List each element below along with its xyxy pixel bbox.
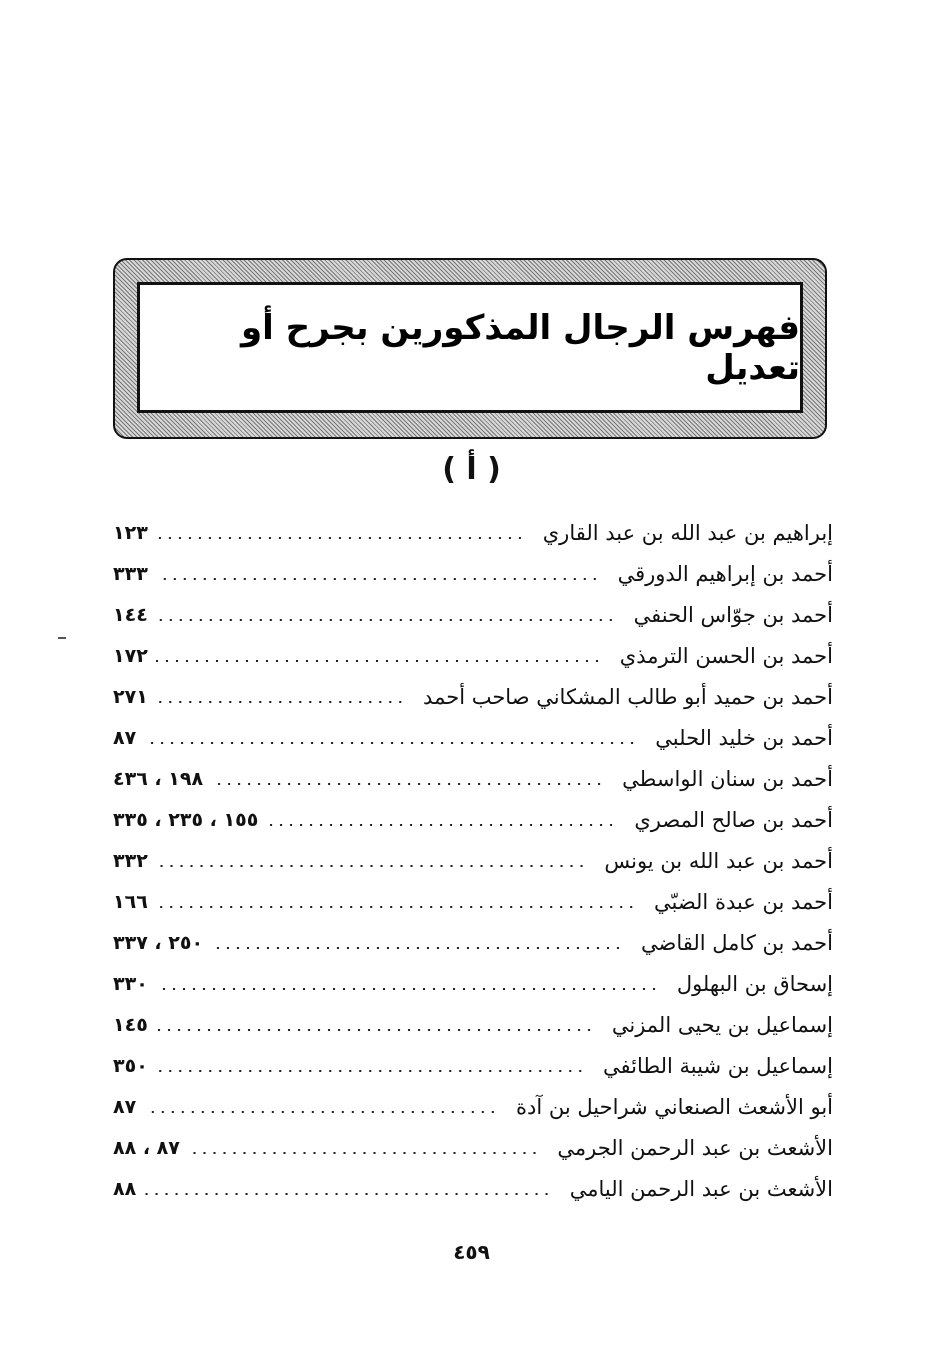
dot-leader bbox=[156, 619, 616, 621]
list-item bbox=[113, 635, 833, 676]
entry-pages: ١٤٥ bbox=[113, 1013, 148, 1036]
entry-pages: ١٤٤ bbox=[113, 603, 148, 626]
entry-name: أحمد بن عبد الله بن يونس bbox=[604, 848, 833, 873]
entry-pages: ١٢٣ bbox=[113, 521, 148, 544]
entry-pages: ٣٣٣ bbox=[113, 562, 148, 585]
dot-leader bbox=[156, 701, 405, 703]
entry-pages: ٣٣٠ bbox=[113, 972, 148, 995]
list-item bbox=[113, 676, 833, 717]
page-title: فهرس الرجال المذكورين بجرح أو تعديل bbox=[240, 307, 800, 388]
section-heading: ( أ ) bbox=[442, 452, 501, 487]
list-item bbox=[113, 758, 833, 799]
entry-pages: ٢٧١ bbox=[113, 685, 148, 708]
entry-name: أحمد بن إبراهيم الدورقي bbox=[617, 561, 833, 586]
dot-leader bbox=[156, 1070, 585, 1072]
entry-pages: ٢٥٠ ، ٣٣٧ bbox=[113, 931, 204, 954]
entry-name: إسماعيل بن شيبة الطائفي bbox=[603, 1053, 833, 1078]
entry-name: الأشعث بن عبد الرحمن اليامي bbox=[569, 1176, 833, 1201]
dot-leader bbox=[156, 537, 525, 539]
entry-pages: ١٧٢ bbox=[113, 644, 148, 667]
entry-name: الأشعث بن عبد الرحمن الجرمي bbox=[557, 1135, 833, 1160]
entry-name: أحمد بن جوّاس الحنفي bbox=[633, 602, 833, 627]
entry-pages: ٨٧ bbox=[113, 1095, 137, 1118]
entry-name: أحمد بن خليد الحلبي bbox=[655, 725, 833, 750]
entry-pages: ١٦٦ bbox=[113, 890, 148, 913]
list-item bbox=[113, 922, 833, 963]
dot-leader bbox=[211, 947, 623, 949]
entry-name: أحمد بن الحسن الترمذي bbox=[619, 643, 833, 668]
list-item bbox=[113, 840, 833, 881]
dot-leader bbox=[266, 824, 616, 826]
entry-pages: ٨٨ bbox=[113, 1177, 137, 1200]
list-item bbox=[113, 717, 833, 758]
entry-pages: ١٩٨ ، ٤٣٦ bbox=[113, 767, 204, 790]
dot-leader bbox=[156, 578, 600, 580]
dot-leader bbox=[144, 742, 637, 744]
index-list bbox=[113, 512, 833, 1209]
list-item bbox=[113, 963, 833, 1004]
entry-name: أحمد بن حميد أبو طالب المشكاني صاحب أحمد bbox=[423, 684, 833, 709]
entry-pages: ٨٧ bbox=[113, 726, 137, 749]
entry-name: أحمد بن عبدة الضبّي bbox=[653, 889, 833, 914]
list-item bbox=[113, 1127, 833, 1168]
list-item bbox=[113, 594, 833, 635]
entry-name: إبراهيم بن عبد الله بن عبد القاري bbox=[542, 520, 833, 545]
list-item bbox=[113, 1004, 833, 1045]
dot-leader bbox=[211, 783, 604, 785]
entry-pages: ٨٧ ، ٨٨ bbox=[113, 1136, 180, 1159]
entry-name: أبو الأشعث الصنعاني شراحيل بن آدة bbox=[516, 1094, 833, 1119]
dot-leader bbox=[156, 660, 602, 662]
list-item bbox=[113, 881, 833, 922]
list-item bbox=[113, 512, 833, 553]
entry-name: أحمد بن صالح المصري bbox=[634, 807, 833, 832]
dot-leader bbox=[156, 906, 636, 908]
dot-leader bbox=[188, 1152, 540, 1154]
dot-leader bbox=[156, 988, 659, 990]
dot-leader bbox=[156, 1029, 594, 1031]
entry-name: أحمد بن سنان الواسطي bbox=[622, 766, 833, 791]
dot-leader bbox=[156, 865, 587, 867]
entry-name: إسماعيل بن يحيى المزني bbox=[611, 1012, 833, 1037]
title-box bbox=[137, 282, 803, 413]
margin-mark bbox=[58, 637, 66, 639]
title-frame bbox=[113, 258, 827, 439]
entry-pages: ٣٥٠ bbox=[113, 1054, 148, 1077]
list-item bbox=[113, 1045, 833, 1086]
dot-leader bbox=[144, 1111, 498, 1113]
entry-pages: ١٥٥ ، ٢٣٥ ، ٣٣٥ bbox=[113, 808, 259, 831]
entry-name: إسحاق بن البهلول bbox=[676, 971, 833, 996]
page-number: ٤٥٩ bbox=[453, 1240, 490, 1264]
list-item bbox=[113, 799, 833, 840]
entry-pages: ٣٣٢ bbox=[113, 849, 148, 872]
dot-leader bbox=[144, 1193, 552, 1195]
list-item bbox=[113, 1168, 833, 1209]
entry-name: أحمد بن كامل القاضي bbox=[641, 930, 833, 955]
list-item bbox=[113, 553, 833, 594]
list-item bbox=[113, 1086, 833, 1127]
